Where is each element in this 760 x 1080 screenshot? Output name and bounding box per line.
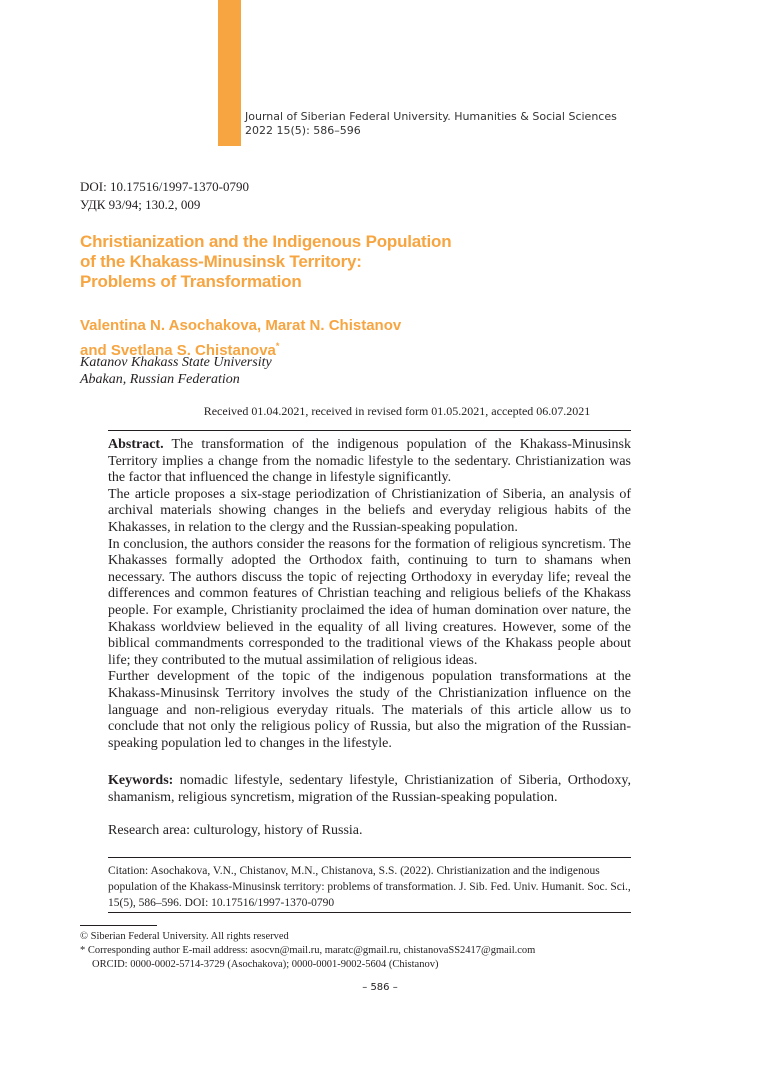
abstract-paragraph: In conclusion, the authors consider the reasons for the formation of religious syncretism. The Khakasses formally adopted the Orthodox faith, continuing to turn to shamans when necessary. The authors discuss the topic of rejecting Orthodoxy in everyday life; reveal the differences and common features of Christian teaching and religious beliefs of the Khakass people. For example, Christianity proclaimed the idea of human domination over nature, the Khakass worldview believed in the equality of all living creatures. However, some of the biblical commandments corresponded to the traditional views of the Khakass people about life; they contributed to the mutual assimilation of religious ideas. <box>108 536 631 668</box>
title-line: of the Khakass-Minusinsk Territory: <box>80 252 362 271</box>
footnote-rule <box>80 925 157 926</box>
header-accent-bar <box>218 0 241 146</box>
title-line: Christianization and the Indigenous Population <box>80 232 452 251</box>
received-dates: Received 01.04.2021, received in revised form 01.05.2021, accepted 06.07.2021 <box>203 404 591 418</box>
copyright: © Siberian Federal University. All rights reserved <box>80 931 289 942</box>
journal-header <box>245 110 617 138</box>
abstract-label: Abstract. <box>108 437 164 452</box>
abstract-paragraph: Further development of the topic of the indigenous population transformations at the Khakass-Minusinsk Territory involves the study of the Christianization influence on the language and non-religious everyday rituals. The materials of this article allow us to conclude that not only the religious policy of Russia, but also the migration of the Russian-speaking population led to changes in the lifestyle. <box>108 669 631 751</box>
university: Katanov Khakass State University <box>80 355 272 370</box>
footnotes <box>80 930 535 972</box>
authors-line: Valentina N. Asochakova, Marat N. Chistanov <box>80 317 402 334</box>
keywords-label: Keywords: <box>108 773 174 788</box>
orcid: ORCID: 0000-0002-5714-3729 (Asochakova); 0000-0001-9002-5604 (Chistanov) <box>92 959 439 970</box>
page-number: – 586 – <box>362 982 398 993</box>
doi: DOI: 10.17516/1997-1370-0790 <box>80 179 249 194</box>
citation: Citation: Asochakova, V.N., Chistanov, M.N., Chistanova, S.S. (2022). Christianization and the indigenous population of the Khakass-Minusinsk territory: problems of transformation. J. Sib. Fed. Univ. Humanit. Soc. Sci., 15(5), 586–596. DOI: 10.17516/1997-1370-0790 <box>108 865 631 909</box>
city: Abakan, Russian Federation <box>80 372 240 387</box>
citation-top-rule <box>108 857 631 858</box>
journal-issue: 2022 15(5): 586–596 <box>245 124 361 137</box>
corresponding-star: * <box>275 341 280 351</box>
corresponding-author: * Corresponding author E-mail address: asocvn@mail.ru, maratc@gmail.ru, chistanovaSS2417@gmail.com <box>80 945 536 956</box>
research-area: Research area: culturology, history of Russia. <box>108 823 363 838</box>
abstract <box>108 437 631 752</box>
keywords <box>108 772 631 806</box>
article-title <box>80 232 580 292</box>
abstract-text: The transformation of the indigenous population of the Khakass-Minusinsk Territory implies a change from the nomadic lifestyle to the sedentary. Christianization was the factor that influenced the change in lifestyle significantly. <box>108 437 631 486</box>
abstract-paragraph: The article proposes a six-stage periodization of Christianization of Siberia, an analysis of archival materials showing changes in the beliefs and everyday religious habits of the Khakasses, in relation to the clergy and the Russian-speaking population. <box>108 486 631 535</box>
abstract-paragraph <box>108 437 631 487</box>
authors-line-text: and Svetlana S. Chistanova <box>80 342 276 359</box>
journal-name: Journal of Siberian Federal University. Humanities & Social Sciences <box>245 110 617 123</box>
affiliation <box>80 354 272 388</box>
keywords-text: nomadic lifestyle, sedentary lifestyle, Christianization of Siberia, Orthodoxy, shamanism, religious syncretism, migration of the Russian-speaking population. <box>108 773 631 805</box>
article-meta <box>80 178 249 214</box>
title-line: Problems of Transformation <box>80 272 302 291</box>
citation-bottom-rule <box>108 912 631 913</box>
udk: УДК 93/94; 130.2, 009 <box>80 197 201 212</box>
abstract-top-rule <box>108 430 631 431</box>
